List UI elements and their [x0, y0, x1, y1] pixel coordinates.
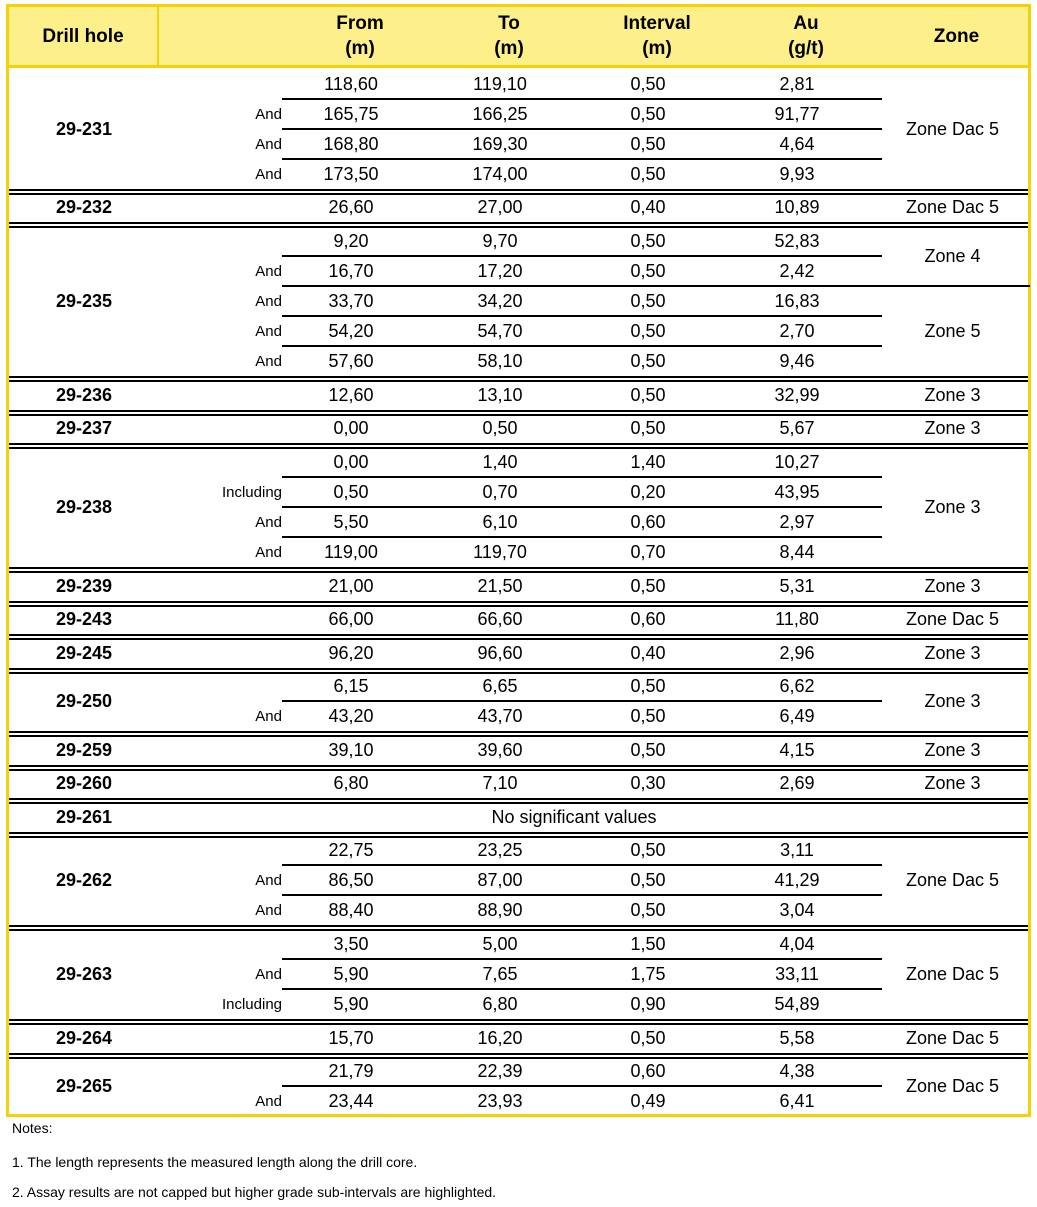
to-cell: 66,60 — [477, 609, 523, 629]
from-cell: 6,80 — [333, 773, 369, 794]
to-cell: 17,20 — [477, 260, 523, 281]
connector-label: And — [255, 135, 282, 153]
connector-label: And — [255, 1093, 282, 1111]
interval-cell: 0,60 — [630, 1061, 666, 1081]
to-cell: 16,20 — [477, 1027, 523, 1048]
au-cell: 5,31 — [779, 575, 815, 596]
notes-title: Notes: — [12, 1120, 53, 1136]
header-interval-unit: (m) — [642, 38, 672, 59]
to-cell: 13,10 — [477, 384, 523, 405]
drill-hole-id: 29-261 — [55, 806, 113, 827]
au-cell: 3,04 — [779, 900, 815, 921]
connector-label: Including — [221, 996, 282, 1013]
from-cell: 12,60 — [328, 384, 374, 405]
header-drill-hole — [9, 7, 157, 65]
au-cell: 91,77 — [774, 103, 820, 124]
to-cell: 6,65 — [482, 676, 518, 696]
interval-cell: 0,50 — [630, 351, 666, 372]
interval-cell: 0,70 — [630, 542, 666, 562]
au-cell: 2,70 — [779, 321, 815, 342]
header-from-label: From — [336, 13, 384, 34]
interval-cell: 0,50 — [630, 73, 666, 94]
connector-label: Including — [221, 483, 282, 501]
to-cell: 7,65 — [482, 963, 518, 984]
interval-cell: 0,50 — [630, 321, 666, 342]
zone-cell: Zone Dac 5 — [905, 1027, 1000, 1048]
to-cell: 9,70 — [482, 230, 518, 251]
to-cell: 166,25 — [472, 103, 528, 124]
drill-hole-id: 29-263 — [55, 963, 113, 984]
drill-hole-id: 29-239 — [55, 575, 113, 596]
interval-cell: 0,50 — [630, 1027, 666, 1048]
from-cell: 21,79 — [328, 1061, 374, 1081]
from-cell: 16,70 — [328, 260, 374, 281]
from-cell: 23,44 — [328, 1091, 374, 1112]
interval-cell: 1,40 — [630, 451, 666, 472]
interval-cell: 0,50 — [630, 870, 666, 891]
interval-cell: 0,50 — [630, 103, 666, 124]
to-cell: 88,90 — [477, 900, 523, 921]
to-cell: 119,70 — [473, 542, 527, 562]
header-from-unit: (m) — [345, 38, 375, 59]
drill-hole-id: 29-231 — [55, 118, 113, 139]
from-cell: 33,70 — [328, 291, 374, 311]
connector-label: And — [255, 965, 282, 983]
au-cell: 2,96 — [779, 642, 815, 663]
from-cell: 39,10 — [328, 739, 374, 760]
interval-cell: 0,50 — [630, 230, 666, 251]
zone-cell: Zone 3 — [924, 418, 981, 439]
au-cell: 8,44 — [779, 542, 815, 562]
header-from — [308, 7, 412, 65]
interval-cell: 0,50 — [630, 900, 666, 921]
zone-cell: Zone 3 — [924, 691, 981, 712]
interval-cell: 0,50 — [630, 163, 666, 184]
au-cell: 6,62 — [779, 676, 815, 696]
au-cell: 4,38 — [779, 1061, 815, 1081]
connector-label: And — [255, 872, 282, 890]
from-cell: 0,50 — [333, 481, 369, 502]
from-cell: 15,70 — [328, 1027, 374, 1048]
to-cell: 0,50 — [482, 418, 518, 439]
au-cell: 10,89 — [774, 197, 820, 218]
from-cell: 168,80 — [323, 133, 379, 154]
zone-cell: Zone 4 — [924, 245, 981, 266]
to-cell: 1,40 — [482, 451, 518, 472]
au-cell: 4,15 — [779, 739, 815, 760]
au-cell: 41,29 — [774, 870, 820, 891]
header-to-unit: (m) — [494, 38, 524, 59]
au-cell: 4,04 — [779, 933, 815, 954]
drill-hole-id: 29-245 — [55, 642, 113, 663]
interval-cell: 0,49 — [630, 1091, 666, 1112]
header-drill-hole-label: Drill hole — [42, 25, 124, 47]
to-cell: 54,70 — [477, 321, 523, 342]
drill-hole-id: 29-237 — [55, 418, 113, 439]
au-cell: 10,27 — [774, 451, 820, 472]
from-cell: 21,00 — [328, 575, 374, 596]
connector-label: And — [255, 323, 282, 341]
interval-cell: 0,50 — [630, 739, 666, 760]
au-cell: 5,67 — [779, 418, 815, 439]
interval-cell: 0,50 — [630, 418, 666, 439]
drill-hole-id: 29-232 — [55, 197, 113, 218]
interval-cell: 0,40 — [630, 642, 666, 663]
from-cell: 118,60 — [324, 73, 378, 94]
interval-cell: 0,60 — [630, 511, 666, 532]
zone-cell: Zone Dac 5 — [905, 870, 1000, 891]
connector-label: And — [255, 105, 282, 123]
zone-cell: Zone Dac 5 — [905, 118, 1000, 139]
zone-cell: Zone 3 — [924, 642, 981, 663]
from-cell: 9,20 — [333, 230, 369, 251]
connector-label: And — [255, 165, 282, 183]
interval-cell: 0,50 — [630, 291, 666, 311]
au-cell: 32,99 — [774, 384, 820, 405]
to-cell: 6,80 — [482, 994, 518, 1014]
zone-cell: Zone Dac 5 — [905, 963, 1000, 984]
drill-hole-id: 29-260 — [55, 773, 113, 794]
connector-label: And — [255, 902, 282, 920]
header-interval — [605, 7, 709, 65]
zone-cell: Zone Dac 5 — [905, 609, 1000, 630]
to-cell: 87,00 — [477, 870, 523, 891]
interval-cell: 0,50 — [630, 706, 666, 727]
zone-cell: Zone 3 — [924, 384, 981, 405]
connector-label: And — [255, 708, 282, 726]
from-cell: 54,20 — [328, 321, 374, 342]
drill-hole-id: 29-238 — [55, 496, 113, 517]
connector-label: And — [255, 293, 282, 310]
to-cell: 169,30 — [472, 133, 528, 154]
connector-label: And — [255, 262, 282, 280]
au-cell: 2,97 — [779, 511, 815, 532]
au-cell: 9,46 — [779, 351, 815, 372]
from-cell: 5,90 — [333, 994, 369, 1014]
from-cell: 26,60 — [328, 197, 374, 218]
from-cell: 96,20 — [328, 642, 374, 663]
au-cell: 2,69 — [779, 773, 815, 794]
au-cell: 4,64 — [779, 133, 815, 154]
au-cell: 33,11 — [775, 963, 819, 984]
au-cell: 11,80 — [775, 609, 819, 629]
from-cell: 66,00 — [328, 609, 374, 629]
interval-cell: 0,50 — [630, 260, 666, 281]
au-cell: 16,83 — [774, 291, 820, 311]
header-to — [457, 7, 561, 65]
to-cell: 21,50 — [477, 575, 523, 596]
from-cell: 5,50 — [333, 511, 369, 532]
header-au-unit: (g/t) — [788, 38, 824, 59]
from-cell: 57,60 — [328, 351, 374, 372]
header-au-label: Au — [793, 13, 819, 34]
from-cell: 173,50 — [323, 163, 379, 184]
from-cell: 0,00 — [333, 451, 369, 472]
from-cell: 3,50 — [333, 933, 369, 954]
note-item: 2. Assay results are not capped but higher grade sub-intervals are highlighted. — [12, 1184, 497, 1200]
header-zone-label: Zone — [933, 25, 980, 47]
from-cell: 88,40 — [328, 900, 374, 921]
interval-cell: 0,90 — [630, 994, 666, 1014]
interval-cell: 1,50 — [630, 933, 666, 954]
to-cell: 58,10 — [477, 351, 523, 372]
to-cell: 23,93 — [477, 1091, 523, 1112]
connector-label: And — [255, 513, 282, 531]
connector-label: And — [255, 544, 282, 561]
drill-hole-id: 29-259 — [55, 739, 113, 760]
zone-cell: Zone 3 — [924, 773, 981, 794]
header-zone — [885, 7, 1028, 65]
to-cell: 27,00 — [477, 197, 523, 218]
to-cell: 119,10 — [473, 73, 527, 94]
from-cell: 119,00 — [324, 542, 378, 562]
note-item: 1. The length represents the measured length along the drill core. — [12, 1154, 418, 1170]
header-to-label: To — [498, 13, 520, 34]
drill-hole-id: 29-265 — [55, 1076, 113, 1097]
from-cell: 6,15 — [333, 676, 369, 696]
drill-hole-id: 29-250 — [55, 691, 113, 712]
zone-cell: Zone 3 — [924, 496, 981, 517]
to-cell: 23,25 — [477, 840, 523, 861]
interval-cell: 0,50 — [630, 575, 666, 596]
table-header — [6, 4, 1031, 68]
zone-cell: Zone 3 — [924, 739, 981, 760]
from-cell: 86,50 — [328, 870, 374, 891]
to-cell: 174,00 — [472, 163, 528, 184]
au-cell: 2,42 — [779, 260, 815, 281]
from-cell: 5,90 — [333, 963, 369, 984]
to-cell: 22,39 — [477, 1061, 523, 1081]
no-values-note: No significant values — [491, 806, 657, 827]
zone-cell: Zone Dac 5 — [905, 197, 1000, 218]
to-cell: 0,70 — [482, 481, 518, 502]
drill-hole-id: 29-243 — [55, 609, 113, 630]
header-au — [754, 7, 858, 65]
interval-cell: 0,50 — [630, 676, 666, 696]
au-cell: 54,89 — [774, 994, 820, 1014]
au-cell: 52,83 — [774, 230, 820, 251]
to-cell: 5,00 — [482, 933, 518, 954]
interval-cell: 0,50 — [630, 133, 666, 154]
interval-cell: 0,20 — [630, 481, 666, 502]
header-interval-label: Interval — [623, 13, 691, 34]
to-cell: 34,20 — [477, 291, 523, 311]
drill-hole-id: 29-235 — [55, 291, 113, 312]
interval-cell: 0,50 — [630, 384, 666, 405]
to-cell: 6,10 — [482, 511, 518, 532]
interval-cell: 0,50 — [630, 840, 666, 861]
interval-cell: 0,40 — [630, 197, 666, 218]
drill-hole-id: 29-264 — [55, 1027, 113, 1048]
to-cell: 96,60 — [477, 642, 523, 663]
au-cell: 3,11 — [780, 840, 814, 861]
from-cell: 165,75 — [323, 103, 379, 124]
to-cell: 43,70 — [477, 706, 523, 727]
zone-cell: Zone Dac 5 — [905, 1076, 1000, 1097]
header-divider — [157, 7, 159, 65]
au-cell: 6,41 — [779, 1091, 815, 1112]
interval-cell: 0,60 — [630, 609, 666, 629]
drill-hole-id: 29-236 — [55, 384, 113, 405]
zone-cell: Zone 5 — [924, 321, 981, 342]
from-cell: 43,20 — [328, 706, 374, 727]
from-cell: 0,00 — [333, 418, 369, 439]
au-cell: 9,93 — [779, 163, 815, 184]
from-cell: 22,75 — [328, 840, 374, 861]
interval-cell: 0,30 — [630, 773, 666, 794]
drill-hole-id: 29-262 — [55, 870, 113, 891]
to-cell: 39,60 — [477, 739, 523, 760]
au-cell: 43,95 — [774, 481, 820, 502]
to-cell: 7,10 — [482, 773, 518, 794]
zone-cell: Zone 3 — [924, 575, 981, 596]
au-cell: 5,58 — [779, 1027, 815, 1048]
connector-label: And — [255, 353, 282, 371]
interval-cell: 1,75 — [630, 963, 666, 984]
au-cell: 6,49 — [779, 706, 815, 727]
au-cell: 2,81 — [779, 73, 815, 94]
